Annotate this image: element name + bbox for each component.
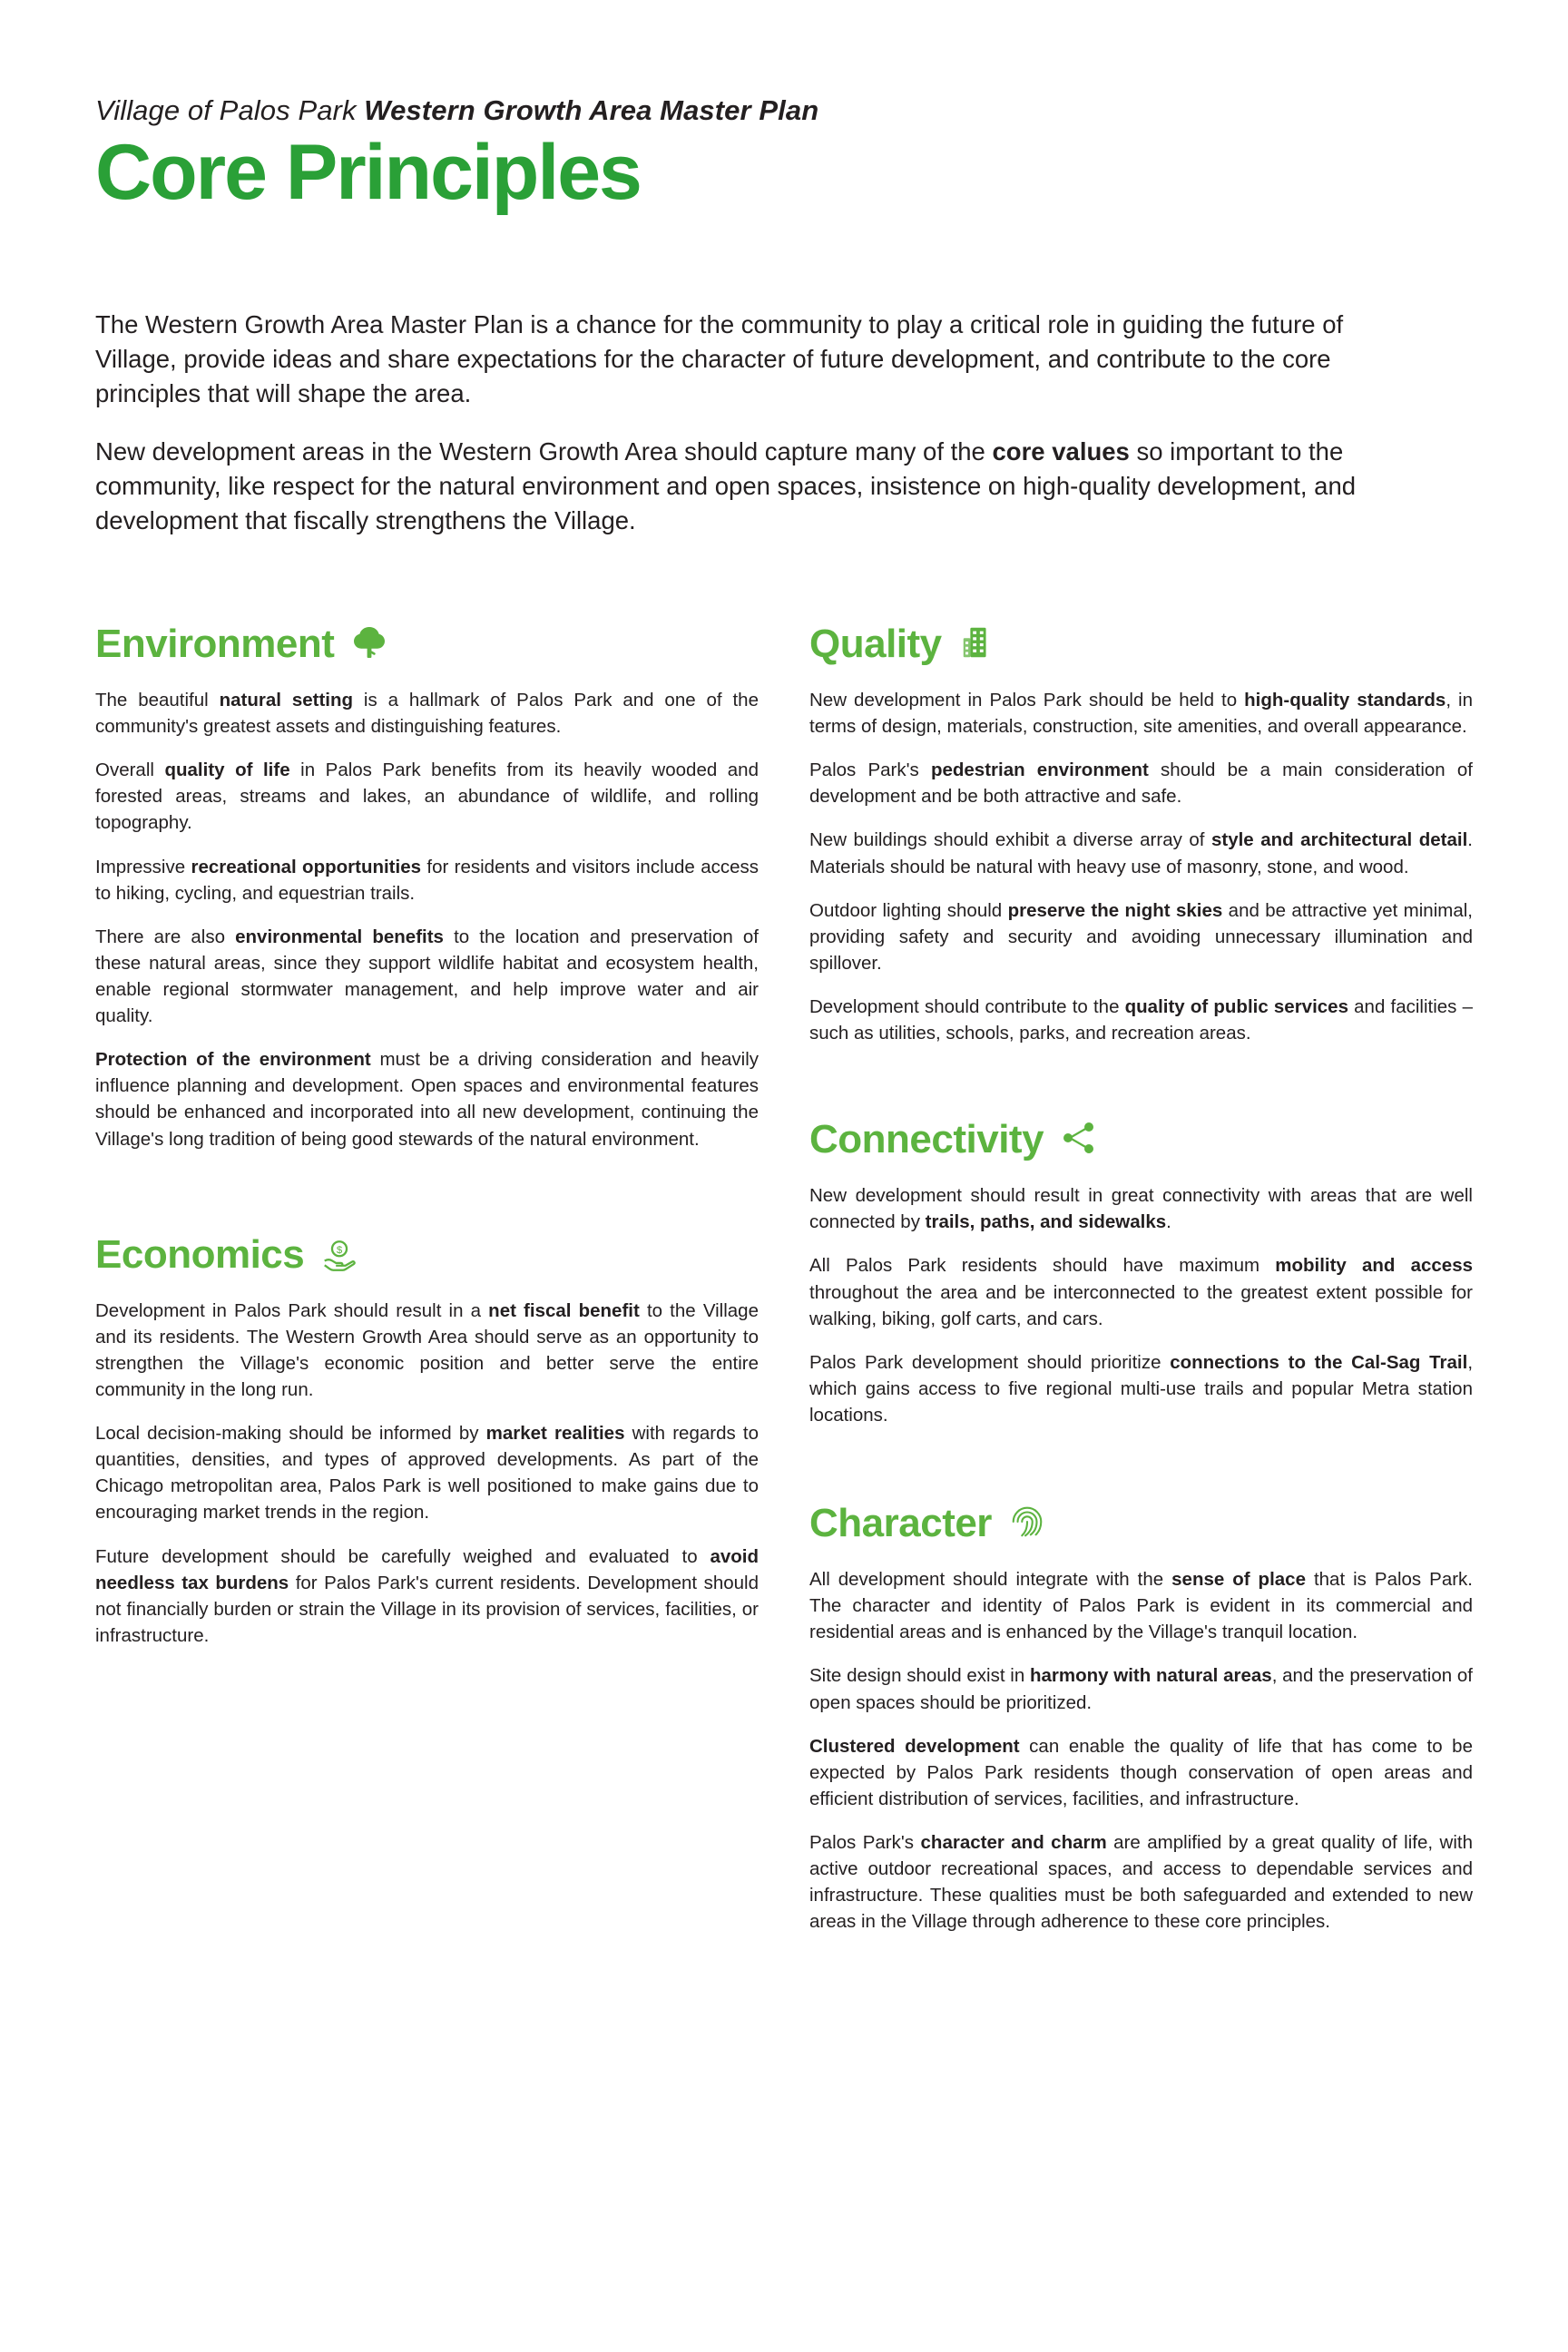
paragraph: New development in Palos Park should be held to high-quality standards, in terms of design, materials, construction, site amenities, and overall appearance. [809, 690, 1473, 738]
intro-paragraph-1: The Western Growth Area Master Plan is a chance for the community to play a critical role in guiding the future of Village, provide ideas and share expectations for the character of future development, and contribute to the core principles that will shape the area. [95, 310, 1344, 408]
section-environment-header [95, 622, 759, 667]
page-title: Core Principles [95, 129, 641, 217]
section-character-header [809, 1501, 1473, 1546]
section-character [809, 1501, 1473, 1935]
body-columns [95, 622, 1473, 1935]
paragraph: There are also environmental benefits to the location and preservation of these natural areas, since they support wildlife habitat and ecosystem health, enable regional stormwater management, and help improve water and air quality. [95, 926, 759, 1027]
paragraph: Local decision-making should be informed by market realities with regards to quantities, densities, and types of approved developments. As part of the Chicago metropolitan area, Palos Park is well positioned to make gains due to encouraging market trends in the region. [95, 1423, 759, 1524]
section-quality-title: Quality [809, 622, 942, 667]
column-spacer [95, 1152, 759, 1232]
intro-block [95, 308, 1416, 538]
section-quality-header [809, 622, 1473, 667]
paragraph: Development should contribute to the quality of public services and facilities – such as utilities, schools, parks, and recreation areas. [809, 996, 1473, 1044]
paragraph: Palos Park's character and charm are amplified by a great quality of life, with active outdoor recreational spaces, and access to dependable services and infrastructure. These qualities must be both safeguarded and extended to new areas in the Village through adherence to these core principles. [809, 1831, 1473, 1933]
paragraph: The beautiful natural setting is a hallmark of Palos Park and one of the community's greatest assets and distinguishing features. [95, 690, 759, 738]
section-connectivity-title: Connectivity [809, 1117, 1044, 1162]
paragraph: All Palos Park residents should have maximum mobility and access throughout the area and be interconnected to the greatest extent possible for walking, biking, golf carts, and cars. [809, 1255, 1473, 1329]
share-nodes-icon [1058, 1117, 1100, 1159]
eyebrow-bold-text: Western Growth Area Master Plan [364, 94, 819, 126]
paragraph: Clustered development can enable the quality of life that has come to be expected by Palos Park residents though conservation of open areas and efficient distribution of services, facilities, and infrastructure. [809, 1735, 1473, 1809]
section-connectivity-header [809, 1117, 1473, 1162]
paragraph: Palos Park's pedestrian environment should be a main consideration of development and be both attractive and safe. [809, 760, 1473, 808]
section-economics-header [95, 1232, 759, 1278]
svg-text:$: $ [337, 1244, 343, 1256]
section-environment [95, 622, 759, 1152]
section-quality [809, 622, 1473, 1046]
document-eyebrow [95, 95, 1473, 126]
building-icon [956, 622, 998, 663]
paragraph: New development should result in great connectivity with areas that are well connected by trails, paths, and sidewalks. [809, 1185, 1473, 1233]
intro-paragraph-2: New development areas in the Western Growth Area should capture many of the core values so important to the community, like respect for the natural environment and open spaces, insistence on high-quality development, and development that fiscally strengthens the Village. [95, 437, 1357, 535]
right-column [809, 622, 1473, 1935]
paragraph: New buildings should exhibit a diverse array of style and architectural detail. Materials should be natural with heavy use of masonry, stone, and wood. [809, 829, 1473, 877]
section-economics-title: Economics [95, 1231, 305, 1277]
document-header [95, 0, 1473, 217]
left-column [95, 622, 759, 1935]
hand-dollar-icon [318, 1232, 360, 1274]
paragraph: All development should integrate with the sense of place that is Palos Park. The character and identity of Palos Park is evident in its commercial and residential areas and is enhanced by the Village's tranquil location. [809, 1569, 1473, 1643]
paragraph: Impressive recreational opportunities for residents and visitors include access to hiking, cycling, and equestrian trails. [95, 856, 759, 904]
paragraph: Site design should exist in harmony with natural areas, and the preservation of open spaces should be prioritized. [809, 1665, 1473, 1713]
column-spacer [809, 1046, 1473, 1117]
paragraph: Outdoor lighting should preserve the night skies and be attractive yet minimal, providing safety and security and avoiding unnecessary illumination and spillover. [809, 899, 1473, 974]
section-connectivity [809, 1117, 1473, 1428]
paragraph: Overall quality of life in Palos Park benefits from its heavily wooded and forested areas, streams and lakes, an abundance of wildlife, and rolling topography. [95, 760, 759, 834]
eyebrow-light-text: Village of Palos Park [95, 94, 365, 126]
tree-icon [348, 622, 390, 663]
fingerprint-icon [1006, 1501, 1048, 1543]
paragraph: Protection of the environment must be a driving consideration and heavily influence planning and development. Open spaces and environmental features should be enhanced and incorporated into all new development, continuing the Village's long tradition of being good stewards of the natural environment. [95, 1049, 759, 1150]
section-character-title: Character [809, 1501, 992, 1546]
paragraph: Palos Park development should prioritize connections to the Cal-Sag Trail, which gains access to five regional multi-use trails and popular Metra station locations. [809, 1351, 1474, 1426]
paragraph: Development in Palos Park should result in a net fiscal benefit to the Village and its residents. The Western Growth Area should serve as an opportunity to strengthen the Village's economic position and better serve the entire community in the long run. [95, 1299, 759, 1400]
section-economics [95, 1232, 759, 1649]
section-environment-title: Environment [95, 622, 335, 667]
paragraph: Future development should be carefully weighed and evaluated to avoid needless tax burdens for Palos Park's current residents. Development should not financially burden or strain the Village in its provision of services, facilities, or infrastructure. [95, 1545, 759, 1646]
column-spacer [809, 1428, 1473, 1501]
